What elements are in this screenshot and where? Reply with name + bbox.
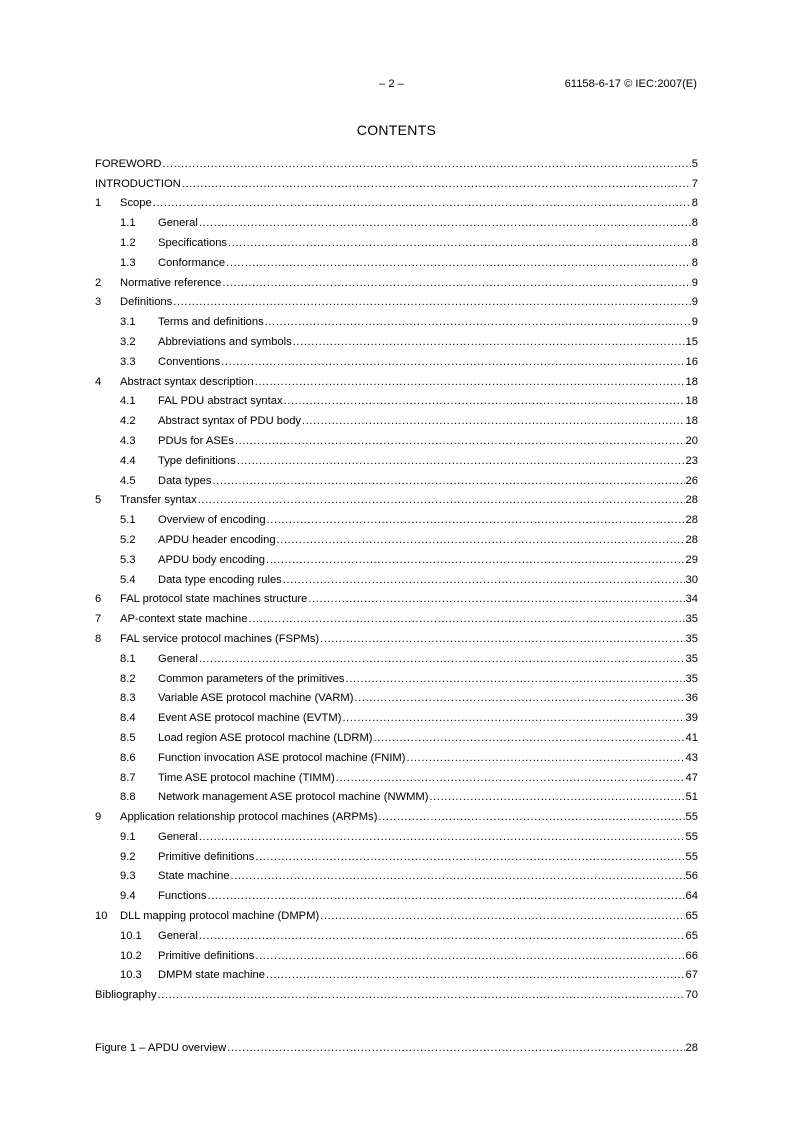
toc-entry-number: 8 <box>95 632 102 645</box>
toc-entry-page: 18 <box>685 395 698 408</box>
dot-leader <box>277 534 685 547</box>
toc-entry-page: 65 <box>685 910 698 923</box>
toc-entry[interactable] <box>95 250 698 270</box>
toc-entry-title: State machine <box>158 870 230 883</box>
toc-entry-number: 4.4 <box>120 454 136 467</box>
toc-entry[interactable] <box>95 686 698 706</box>
dot-leader <box>302 415 685 428</box>
dot-leader <box>374 732 685 745</box>
toc-entry-title: PDUs for ASEs <box>158 434 234 447</box>
toc-entry[interactable] <box>95 725 698 745</box>
dot-leader <box>235 435 685 448</box>
figure-entry-title: Figure 1 – APDU overview <box>95 1041 227 1054</box>
toc-entry-title: General <box>158 929 198 942</box>
dot-leader <box>378 811 684 824</box>
toc-entry[interactable] <box>95 923 698 943</box>
toc-entry-page: 47 <box>685 771 698 784</box>
toc-entry-number: 5.3 <box>120 553 136 566</box>
toc-entry-page: 9 <box>691 316 698 329</box>
dot-leader <box>199 930 685 943</box>
toc-entry-number: 8.4 <box>120 712 136 725</box>
toc-entry[interactable] <box>95 765 698 785</box>
dot-leader <box>336 772 685 785</box>
toc-entry-page: 20 <box>685 434 698 447</box>
toc-entry-page: 35 <box>685 632 698 645</box>
toc-entry-page: 18 <box>685 375 698 388</box>
toc-entry-page: 8 <box>691 197 698 210</box>
dot-leader <box>266 554 685 567</box>
toc-entry-title: Abbreviations and symbols <box>158 335 292 348</box>
dot-leader <box>346 673 685 686</box>
dot-leader <box>199 653 685 666</box>
toc-entry-number: 5 <box>95 494 102 507</box>
dot-leader <box>208 890 685 903</box>
toc-entry-page: 8 <box>691 236 698 249</box>
toc-entry-title: Terms and definitions <box>158 316 264 329</box>
toc-entry-number: 1.2 <box>120 236 136 249</box>
toc-entry-page: 56 <box>685 870 698 883</box>
toc-entry-number: 8.7 <box>120 771 136 784</box>
toc-entry-number: 9.3 <box>120 870 136 883</box>
toc-entry-title: Conventions <box>158 355 221 368</box>
dot-leader <box>265 316 691 329</box>
toc-entry-number: 4.5 <box>120 474 136 487</box>
toc-entry[interactable] <box>95 844 698 864</box>
toc-entry[interactable] <box>95 527 698 547</box>
dot-leader <box>284 395 685 408</box>
toc-entry-title: General <box>158 652 198 665</box>
toc-entry[interactable] <box>95 963 698 983</box>
toc-entry-page: 66 <box>685 949 698 962</box>
toc-entry[interactable] <box>95 705 698 725</box>
toc-entry-page: 16 <box>685 355 698 368</box>
toc-entry-number: 9.2 <box>120 850 136 863</box>
toc-entry-title: Primitive definitions <box>158 850 255 863</box>
toc-entry-page: 23 <box>685 454 698 467</box>
toc-entry[interactable] <box>95 171 698 191</box>
toc-entry[interactable] <box>95 349 698 369</box>
toc-entry[interactable] <box>95 468 698 488</box>
toc-entry-title: Overview of encoding <box>158 514 266 527</box>
toc-entry-number: 1.3 <box>120 256 136 269</box>
figure-entry-page: 28 <box>685 1041 698 1054</box>
toc-entry[interactable] <box>95 785 698 805</box>
toc-entry-number: 3.2 <box>120 335 136 348</box>
toc-entry-title: Conformance <box>158 256 226 269</box>
dot-leader <box>342 712 684 725</box>
toc-entry-title: AP-context state machine <box>120 613 248 626</box>
toc-entry-page: 41 <box>685 731 698 744</box>
toc-entry-title: Specifications <box>158 236 228 249</box>
toc-entry-page: 34 <box>685 593 698 606</box>
toc-entry-title: Type definitions <box>158 454 236 467</box>
toc-entry-number: 1 <box>95 197 102 210</box>
dot-leader <box>226 257 691 270</box>
toc-entry-number: 5.4 <box>120 573 136 586</box>
toc-entry[interactable] <box>95 646 698 666</box>
toc-entry-page: 7 <box>691 177 698 190</box>
toc-entry[interactable] <box>95 982 698 1002</box>
toc-entry-page: 8 <box>691 217 698 230</box>
toc-entry-number: 4.1 <box>120 395 136 408</box>
toc-entry-number: 8.1 <box>120 652 136 665</box>
toc-entry[interactable] <box>95 448 698 468</box>
toc-entry-page: 9 <box>691 296 698 309</box>
toc-entry-page: 55 <box>685 830 698 843</box>
toc-entry-title: APDU body encoding <box>158 553 265 566</box>
dot-leader <box>227 1042 684 1055</box>
toc-entry-title: INTRODUCTION <box>95 177 181 190</box>
toc-entry-page: 15 <box>685 335 698 348</box>
toc-entry-number: 7 <box>95 613 102 626</box>
toc-entry[interactable] <box>95 943 698 963</box>
toc-entry-title: Functions <box>158 890 207 903</box>
document-reference: 61158-6-17 © IEC:2007(E) <box>564 78 697 90</box>
toc-entry-number: 9.4 <box>120 890 136 903</box>
toc-entry-number: 4.3 <box>120 434 136 447</box>
toc-entry-number: 9 <box>95 811 102 824</box>
toc-entry[interactable] <box>95 428 698 448</box>
dot-leader <box>255 851 684 864</box>
toc-entry-title: Common parameters of the primitives <box>158 672 345 685</box>
toc-entry-title: General <box>158 830 198 843</box>
toc-entry[interactable] <box>95 567 698 587</box>
page-number: – 2 – <box>379 78 404 90</box>
dot-leader <box>255 376 685 389</box>
toc-entry[interactable] <box>95 626 698 646</box>
toc-entry-title: Network management ASE protocol machine (NWMM) <box>158 791 429 804</box>
dot-leader <box>320 910 684 923</box>
contents-title: CONTENTS <box>356 122 437 138</box>
dot-leader <box>320 633 684 646</box>
toc-entry-title: FAL protocol state machines structure <box>120 593 308 606</box>
toc-entry-page: 29 <box>685 553 698 566</box>
toc-entry[interactable] <box>95 745 698 765</box>
toc-entry-title: Primitive definitions <box>158 949 255 962</box>
table-of-contents <box>95 151 698 1002</box>
toc-entry-page: 55 <box>685 811 698 824</box>
toc-entry-number: 9.1 <box>120 830 136 843</box>
toc-entry-page: 18 <box>685 415 698 428</box>
dot-leader <box>153 197 691 210</box>
toc-entry-title: Function invocation ASE protocol machine (FNIM) <box>158 751 406 764</box>
dot-leader <box>173 296 691 309</box>
toc-entry-title: Variable ASE protocol machine (VARM) <box>158 692 354 705</box>
dot-leader <box>308 593 684 606</box>
toc-entry-title: Abstract syntax description <box>120 375 254 388</box>
toc-entry-number: 4 <box>95 375 102 388</box>
dot-leader <box>222 277 690 290</box>
toc-entry-page: 67 <box>685 969 698 982</box>
toc-entry-title: FAL service protocol machines (FSPMs) <box>120 632 320 645</box>
toc-entry-page: 65 <box>685 929 698 942</box>
dot-leader <box>158 989 685 1002</box>
toc-entry[interactable] <box>95 488 698 508</box>
toc-entry-page: 8 <box>691 256 698 269</box>
dot-leader <box>199 217 691 230</box>
toc-entry-number: 6 <box>95 593 102 606</box>
toc-entry-page: 43 <box>685 751 698 764</box>
figure-entry[interactable] <box>95 1035 698 1055</box>
toc-entry-page: 35 <box>685 672 698 685</box>
toc-entry-number: 1.1 <box>120 217 136 230</box>
toc-entry[interactable] <box>95 230 698 250</box>
toc-entry-number: 8.8 <box>120 791 136 804</box>
toc-entry-title: Data type encoding rules <box>158 573 282 586</box>
dot-leader <box>266 969 685 982</box>
toc-entry[interactable] <box>95 270 698 290</box>
toc-entry-page: 28 <box>685 533 698 546</box>
dot-leader <box>163 158 691 171</box>
toc-entry[interactable] <box>95 329 698 349</box>
toc-entry[interactable] <box>95 389 698 409</box>
dot-leader <box>354 692 684 705</box>
toc-entry[interactable] <box>95 151 698 171</box>
dot-leader <box>267 514 685 527</box>
toc-entry[interactable] <box>95 290 698 310</box>
toc-entry[interactable] <box>95 864 698 884</box>
dot-leader <box>228 237 691 250</box>
toc-entry[interactable] <box>95 369 698 389</box>
toc-entry-number: 5.1 <box>120 514 136 527</box>
toc-entry[interactable] <box>95 191 698 211</box>
toc-entry-number: 10.2 <box>120 949 142 962</box>
dot-leader <box>406 752 684 765</box>
dot-leader <box>212 475 684 488</box>
toc-entry-page: 39 <box>685 712 698 725</box>
toc-entry[interactable] <box>95 210 698 230</box>
toc-entry-title: Application relationship protocol machines (ARPMs) <box>120 811 378 824</box>
toc-entry[interactable] <box>95 309 698 329</box>
toc-entry-number: 10.1 <box>120 929 142 942</box>
list-of-figures <box>95 1035 698 1055</box>
toc-entry-number: 4.2 <box>120 415 136 428</box>
toc-entry[interactable] <box>95 408 698 428</box>
toc-entry-number: 5.2 <box>120 533 136 546</box>
toc-entry[interactable] <box>95 666 698 686</box>
toc-entry-title: Abstract syntax of PDU body <box>158 415 302 428</box>
toc-entry-page: 30 <box>685 573 698 586</box>
toc-entry-page: 55 <box>685 850 698 863</box>
toc-entry-title: Bibliography <box>95 989 157 1002</box>
toc-entry[interactable] <box>95 587 698 607</box>
toc-entry-title: Scope <box>120 197 152 210</box>
toc-entry-number: 8.6 <box>120 751 136 764</box>
toc-entry-title: General <box>158 217 198 230</box>
dot-leader <box>237 455 685 468</box>
toc-entry-page: 9 <box>691 276 698 289</box>
toc-entry[interactable] <box>95 547 698 567</box>
toc-entry-page: 35 <box>685 652 698 665</box>
toc-entry-page: 5 <box>691 157 698 170</box>
toc-entry-title: Transfer syntax <box>120 494 197 507</box>
toc-entry-title: Normative reference <box>120 276 222 289</box>
toc-entry-title: Data types <box>158 474 212 487</box>
toc-entry-title: Time ASE protocol machine (TIMM) <box>158 771 335 784</box>
dot-leader <box>293 336 685 349</box>
toc-entry-title: DMPM state machine <box>158 969 265 982</box>
toc-entry-page: 36 <box>685 692 698 705</box>
toc-entry-number: 8.5 <box>120 731 136 744</box>
toc-entry[interactable] <box>95 804 698 824</box>
dot-leader <box>231 870 685 883</box>
toc-entry-title: DLL mapping protocol machine (DMPM) <box>120 910 320 923</box>
toc-entry-page: 28 <box>685 514 698 527</box>
dot-leader <box>283 574 685 587</box>
toc-entry-number: 10.3 <box>120 969 142 982</box>
dot-leader <box>198 494 685 507</box>
toc-entry[interactable] <box>95 903 698 923</box>
dot-leader <box>199 831 685 844</box>
toc-entry-page: 26 <box>685 474 698 487</box>
toc-entry-number: 3.3 <box>120 355 136 368</box>
dot-leader <box>248 613 684 626</box>
toc-entry[interactable] <box>95 824 698 844</box>
dot-leader <box>429 791 684 804</box>
toc-entry-number: 2 <box>95 276 102 289</box>
toc-entry-title: FAL PDU abstract syntax <box>158 395 283 408</box>
toc-entry-title: Event ASE protocol machine (EVTM) <box>158 712 342 725</box>
toc-entry-title: Definitions <box>120 296 173 309</box>
toc-entry-number: 10 <box>95 910 108 923</box>
toc-entry-number: 8.3 <box>120 692 136 705</box>
toc-entry[interactable] <box>95 507 698 527</box>
dot-leader <box>221 356 684 369</box>
toc-entry[interactable] <box>95 883 698 903</box>
dot-leader <box>255 950 684 963</box>
toc-entry-page: 64 <box>685 890 698 903</box>
toc-entry-number: 3.1 <box>120 316 136 329</box>
toc-entry[interactable] <box>95 606 698 626</box>
toc-entry-page: 70 <box>685 989 698 1002</box>
dot-leader <box>182 178 691 191</box>
toc-entry-page: 28 <box>685 494 698 507</box>
toc-entry-page: 35 <box>685 613 698 626</box>
toc-entry-title: Load region ASE protocol machine (LDRM) <box>158 731 373 744</box>
toc-entry-title: APDU header encoding <box>158 533 276 546</box>
toc-entry-number: 8.2 <box>120 672 136 685</box>
toc-entry-number: 3 <box>95 296 102 309</box>
toc-entry-page: 51 <box>685 791 698 804</box>
toc-entry-title: FOREWORD <box>95 157 162 170</box>
